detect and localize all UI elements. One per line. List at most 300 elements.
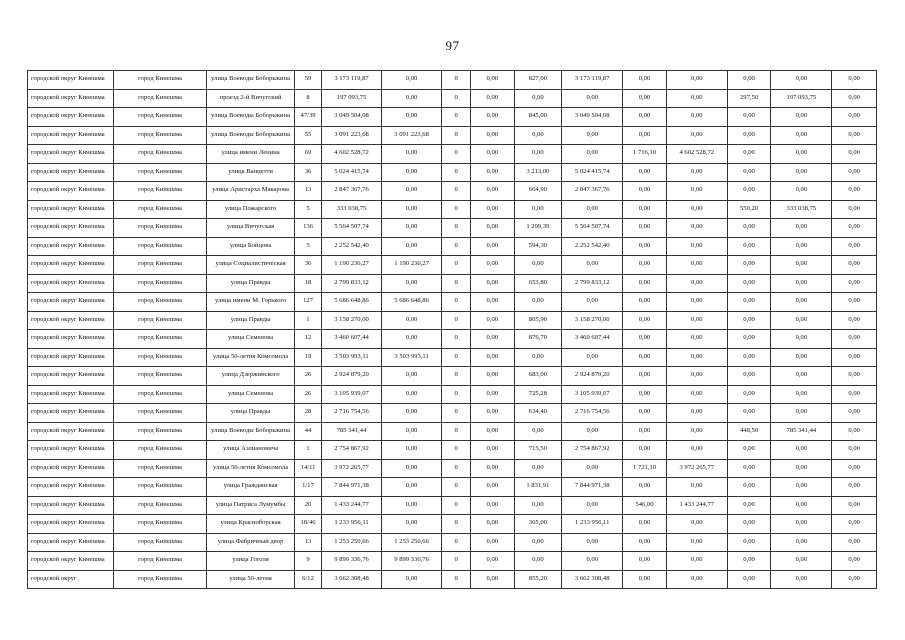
municipality-cell: городской округ Кинешма (28, 108, 114, 127)
area-col-13-cell: 448,50 (727, 422, 770, 441)
street-cell: улица Гражданская (207, 478, 295, 497)
count-col-7-cell: 0 (442, 145, 471, 164)
total-cost-cell: 785 341,44 (322, 422, 382, 441)
area-col-9-cell: 0,00 (514, 533, 562, 552)
municipality-cell: городской округ Кинешма (28, 200, 114, 219)
total-cost-cell: 2 754 867,92 (322, 441, 382, 460)
house-number-cell: 44 (295, 422, 322, 441)
value-col-15-cell: 0,00 (832, 200, 877, 219)
area-col-9-cell: 0,00 (514, 256, 562, 275)
cost-col-6-cell: 0,00 (382, 404, 442, 423)
cost-col-10-cell: 0,00 (562, 126, 623, 145)
count-col-7-cell: 0 (442, 293, 471, 312)
area-col-11-cell: 0,00 (623, 256, 666, 275)
municipality-cell: городской округ Кинешма (28, 404, 114, 423)
house-number-cell: 1 (295, 311, 322, 330)
settlement-cell: город Кинешма (113, 71, 206, 90)
cost-col-12-cell: 0,00 (666, 237, 727, 256)
table-row (28, 422, 877, 441)
table-row (28, 163, 877, 182)
table-row (28, 256, 877, 275)
value-col-15-cell: 0,00 (832, 163, 877, 182)
house-number-cell: 26 (295, 385, 322, 404)
area-col-9-cell: 594,30 (514, 237, 562, 256)
table-row (28, 348, 877, 367)
cost-col-12-cell: 0,00 (666, 274, 727, 293)
settlement-cell: город Кинешма (113, 145, 206, 164)
value-col-8-cell: 0,00 (471, 330, 514, 349)
total-cost-cell: 3 158 270,00 (322, 311, 382, 330)
area-col-11-cell: 0,00 (623, 330, 666, 349)
table-row (28, 478, 877, 497)
value-col-8-cell: 0,00 (471, 552, 514, 571)
street-cell: улица Аэлиановича (207, 441, 295, 460)
table-row (28, 404, 877, 423)
total-cost-cell: 333 038,75 (322, 200, 382, 219)
table-row (28, 237, 877, 256)
cost-col-10-cell: 0,00 (562, 552, 623, 571)
cost-col-6-cell: 0,00 (382, 237, 442, 256)
value-col-8-cell: 0,00 (471, 200, 514, 219)
value-col-8-cell: 0,00 (471, 367, 514, 386)
area-col-11-cell: 0,00 (623, 126, 666, 145)
area-col-13-cell: 297,50 (727, 89, 770, 108)
area-col-13-cell: 0,00 (727, 385, 770, 404)
total-cost-cell: 3 972 265,77 (322, 459, 382, 478)
table-row (28, 533, 877, 552)
cost-col-14-cell: 0,00 (771, 478, 832, 497)
area-col-13-cell: 0,00 (727, 515, 770, 534)
house-number-cell: 8 (295, 89, 322, 108)
area-col-13-cell: 0,00 (727, 293, 770, 312)
area-col-11-cell: 0,00 (623, 108, 666, 127)
value-col-8-cell: 0,00 (471, 293, 514, 312)
cost-col-14-cell: 0,00 (771, 182, 832, 201)
count-col-7-cell: 0 (442, 515, 471, 534)
area-col-13-cell: 550,20 (727, 200, 770, 219)
house-number-cell: 28 (295, 404, 322, 423)
table-row (28, 71, 877, 90)
cost-col-14-cell: 0,00 (771, 219, 832, 238)
street-cell: улица Воеводы Боборыкина (207, 108, 295, 127)
municipality-cell: городской округ Кинешма (28, 441, 114, 460)
cost-col-14-cell: 0,00 (771, 570, 832, 589)
cost-col-6-cell: 3 503 993,11 (382, 348, 442, 367)
area-col-11-cell: 0,00 (623, 274, 666, 293)
total-cost-cell: 2 799 833,12 (322, 274, 382, 293)
table-row (28, 200, 877, 219)
municipality-cell: городской округ Кинешма (28, 385, 114, 404)
house-number-cell: 136 (295, 219, 322, 238)
table-row (28, 293, 877, 312)
cost-col-10-cell: 0,00 (562, 200, 623, 219)
cost-col-12-cell: 0,00 (666, 89, 727, 108)
table-row (28, 219, 877, 238)
cost-col-6-cell: 0,00 (382, 496, 442, 515)
cost-col-12-cell: 0,00 (666, 422, 727, 441)
settlement-cell: город Кинешма (113, 496, 206, 515)
municipality-cell: городской округ Кинешма (28, 367, 114, 386)
municipality-cell: городской округ Кинешма (28, 311, 114, 330)
count-col-7-cell: 0 (442, 552, 471, 571)
area-col-9-cell: 0,00 (514, 200, 562, 219)
cost-col-14-cell: 0,00 (771, 441, 832, 460)
area-col-13-cell: 0,00 (727, 163, 770, 182)
area-col-13-cell: 0,00 (727, 311, 770, 330)
street-cell: улица 50-летия (207, 570, 295, 589)
total-cost-cell: 1 433 244,77 (322, 496, 382, 515)
area-col-13-cell: 0,00 (727, 330, 770, 349)
cost-col-12-cell: 1 433 244,77 (666, 496, 727, 515)
house-number-cell: 13 (295, 533, 322, 552)
area-col-13-cell: 0,00 (727, 496, 770, 515)
area-col-9-cell: 876,70 (514, 330, 562, 349)
table-row (28, 459, 877, 478)
value-col-15-cell: 0,00 (832, 256, 877, 275)
value-col-15-cell: 0,00 (832, 219, 877, 238)
municipality-cell: городской округ Кинешма (28, 219, 114, 238)
street-cell: улица Красноборская (207, 515, 295, 534)
house-number-cell: 13 (295, 182, 322, 201)
street-cell: улица Правды (207, 274, 295, 293)
street-cell: улица имени Ленина (207, 145, 295, 164)
cost-col-10-cell: 3 460 607,44 (562, 330, 623, 349)
area-col-11-cell: 0,00 (623, 367, 666, 386)
area-col-9-cell: 1 831,91 (514, 478, 562, 497)
street-cell: улица 50-летия Комсомола (207, 459, 295, 478)
housing-repair-register-table (27, 70, 877, 589)
area-col-9-cell: 855,20 (514, 570, 562, 589)
value-col-15-cell: 0,00 (832, 404, 877, 423)
area-col-9-cell: 715,50 (514, 441, 562, 460)
cost-col-14-cell: 197 093,75 (771, 89, 832, 108)
value-col-15-cell: 0,00 (832, 274, 877, 293)
cost-col-10-cell: 0,00 (562, 496, 623, 515)
street-cell: улица Вичугская (207, 219, 295, 238)
house-number-cell: 18 (295, 274, 322, 293)
municipality-cell: городской округ Кинешма (28, 496, 114, 515)
area-col-9-cell: 845,00 (514, 108, 562, 127)
count-col-7-cell: 0 (442, 385, 471, 404)
cost-col-6-cell: 0,00 (382, 89, 442, 108)
cost-col-6-cell: 0,00 (382, 515, 442, 534)
count-col-7-cell: 0 (442, 71, 471, 90)
value-col-8-cell: 0,00 (471, 71, 514, 90)
cost-col-6-cell: 0,00 (382, 200, 442, 219)
value-col-8-cell: 0,00 (471, 478, 514, 497)
cost-col-14-cell: 0,00 (771, 126, 832, 145)
total-cost-cell: 4 602 528,72 (322, 145, 382, 164)
cost-col-14-cell: 0,00 (771, 552, 832, 571)
cost-col-14-cell: 0,00 (771, 496, 832, 515)
total-cost-cell: 9 899 336,76 (322, 552, 382, 571)
cost-col-10-cell: 2 754 867,92 (562, 441, 623, 460)
value-col-15-cell: 0,00 (832, 71, 877, 90)
settlement-cell: город Кинешма (113, 256, 206, 275)
total-cost-cell: 5 024 415,74 (322, 163, 382, 182)
value-col-15-cell: 0,00 (832, 478, 877, 497)
cost-col-14-cell: 333 038,75 (771, 200, 832, 219)
cost-col-14-cell: 0,00 (771, 256, 832, 275)
area-col-13-cell: 0,00 (727, 219, 770, 238)
cost-col-12-cell: 0,00 (666, 515, 727, 534)
cost-col-6-cell: 1 190 236,27 (382, 256, 442, 275)
area-col-13-cell: 0,00 (727, 108, 770, 127)
house-number-cell: 59 (295, 71, 322, 90)
cost-col-10-cell: 0,00 (562, 89, 623, 108)
total-cost-cell: 2 847 367,76 (322, 182, 382, 201)
total-cost-cell: 2 252 542,40 (322, 237, 382, 256)
table-row (28, 330, 877, 349)
area-col-9-cell: 0,00 (514, 348, 562, 367)
municipality-cell: городской округ Кинешма (28, 422, 114, 441)
municipality-cell: городской округ (28, 570, 114, 589)
area-col-11-cell: 0,00 (623, 422, 666, 441)
value-col-8-cell: 0,00 (471, 274, 514, 293)
area-col-13-cell: 0,00 (727, 274, 770, 293)
settlement-cell: город Кинешма (113, 182, 206, 201)
cost-col-12-cell: 0,00 (666, 126, 727, 145)
cost-col-6-cell: 9 899 336,76 (382, 552, 442, 571)
value-col-8-cell: 0,00 (471, 89, 514, 108)
cost-col-14-cell: 0,00 (771, 145, 832, 164)
total-cost-cell: 2 924 879,20 (322, 367, 382, 386)
cost-col-10-cell: 0,00 (562, 422, 623, 441)
value-col-8-cell: 0,00 (471, 570, 514, 589)
cost-col-12-cell: 0,00 (666, 219, 727, 238)
area-col-9-cell: 664,90 (514, 182, 562, 201)
cost-col-10-cell: 5 024 415,74 (562, 163, 623, 182)
cost-col-14-cell: 785 341,44 (771, 422, 832, 441)
area-col-9-cell: 3 213,00 (514, 163, 562, 182)
cost-col-14-cell: 0,00 (771, 348, 832, 367)
value-col-8-cell: 0,00 (471, 422, 514, 441)
settlement-cell: город Кинешма (113, 478, 206, 497)
value-col-8-cell: 0,00 (471, 219, 514, 238)
count-col-7-cell: 0 (442, 311, 471, 330)
value-col-15-cell: 0,00 (832, 182, 877, 201)
cost-col-14-cell: 0,00 (771, 385, 832, 404)
area-col-11-cell: 0,00 (623, 348, 666, 367)
area-col-9-cell: 0,00 (514, 126, 562, 145)
area-col-13-cell: 0,00 (727, 348, 770, 367)
count-col-7-cell: 0 (442, 274, 471, 293)
area-col-13-cell: 0,00 (727, 459, 770, 478)
municipality-cell: городской округ Кинешма (28, 163, 114, 182)
value-col-8-cell: 0,00 (471, 496, 514, 515)
cost-col-10-cell: 0,00 (562, 145, 623, 164)
count-col-7-cell: 0 (442, 108, 471, 127)
cost-col-10-cell: 3 158 270,00 (562, 311, 623, 330)
area-col-11-cell: 0,00 (623, 200, 666, 219)
value-col-8-cell: 0,00 (471, 385, 514, 404)
count-col-7-cell: 0 (442, 256, 471, 275)
cost-col-6-cell: 1 253 250,66 (382, 533, 442, 552)
street-cell: улица Социалистическая (207, 256, 295, 275)
cost-col-12-cell: 4 602 528,72 (666, 145, 727, 164)
table-row (28, 89, 877, 108)
settlement-cell: город Кинешма (113, 200, 206, 219)
value-col-8-cell: 0,00 (471, 145, 514, 164)
total-cost-cell: 3 503 993,11 (322, 348, 382, 367)
settlement-cell: город Кинешма (113, 237, 206, 256)
cost-col-14-cell: 0,00 (771, 515, 832, 534)
area-col-13-cell: 0,00 (727, 367, 770, 386)
count-col-7-cell: 0 (442, 533, 471, 552)
total-cost-cell: 7 844 971,38 (322, 478, 382, 497)
table-row (28, 570, 877, 589)
table-row (28, 126, 877, 145)
area-col-11-cell: 0,00 (623, 515, 666, 534)
cost-col-12-cell: 0,00 (666, 163, 727, 182)
street-cell: улица Воеводы Боборыкина (207, 126, 295, 145)
cost-col-12-cell: 0,00 (666, 348, 727, 367)
value-col-8-cell: 0,00 (471, 348, 514, 367)
settlement-cell: город Кинешма (113, 441, 206, 460)
settlement-cell: город Кинешма (113, 293, 206, 312)
value-col-15-cell: 0,00 (832, 145, 877, 164)
area-col-11-cell: 0,00 (623, 89, 666, 108)
street-cell: улица Аристарха Макарова (207, 182, 295, 201)
cost-col-6-cell: 0,00 (382, 274, 442, 293)
settlement-cell: город Кинешма (113, 108, 206, 127)
street-cell: улица Семенова (207, 385, 295, 404)
total-cost-cell: 197 093,75 (322, 89, 382, 108)
cost-col-6-cell: 0,00 (382, 367, 442, 386)
cost-col-14-cell: 0,00 (771, 533, 832, 552)
area-col-9-cell: 683,00 (514, 367, 562, 386)
municipality-cell: городской округ Кинешма (28, 515, 114, 534)
value-col-15-cell: 0,00 (832, 441, 877, 460)
house-number-cell: 127 (295, 293, 322, 312)
municipality-cell: городской округ Кинешма (28, 293, 114, 312)
value-col-8-cell: 0,00 (471, 163, 514, 182)
municipality-cell: городской округ Кинешма (28, 126, 114, 145)
cost-col-12-cell: 0,00 (666, 200, 727, 219)
settlement-cell: город Кинешма (113, 330, 206, 349)
area-col-9-cell: 0,00 (514, 496, 562, 515)
value-col-8-cell: 0,00 (471, 459, 514, 478)
street-cell: улица Ванцетти (207, 163, 295, 182)
total-cost-cell: 3 662 308,48 (322, 570, 382, 589)
cost-col-14-cell: 0,00 (771, 404, 832, 423)
count-col-7-cell: 0 (442, 89, 471, 108)
house-number-cell: 47/39 (295, 108, 322, 127)
area-col-9-cell: 0,00 (514, 459, 562, 478)
municipality-cell: городской округ Кинешма (28, 145, 114, 164)
cost-col-6-cell: 0,00 (382, 459, 442, 478)
cost-col-6-cell: 3 091 223,68 (382, 126, 442, 145)
area-col-9-cell: 0,00 (514, 552, 562, 571)
area-col-9-cell: 0,00 (514, 89, 562, 108)
cost-col-10-cell: 7 844 971,38 (562, 478, 623, 497)
value-col-15-cell: 0,00 (832, 570, 877, 589)
street-cell: улица Дзержинского (207, 367, 295, 386)
settlement-cell: город Кинешма (113, 163, 206, 182)
value-col-15-cell: 0,00 (832, 89, 877, 108)
cost-col-6-cell: 0,00 (382, 219, 442, 238)
house-number-cell: 36 (295, 163, 322, 182)
count-col-7-cell: 0 (442, 348, 471, 367)
value-col-8-cell: 0,00 (471, 182, 514, 201)
municipality-cell: городской округ Кинешма (28, 71, 114, 90)
count-col-7-cell: 0 (442, 367, 471, 386)
cost-col-12-cell: 3 972 265,77 (666, 459, 727, 478)
municipality-cell: городской округ Кинешма (28, 256, 114, 275)
cost-col-14-cell: 0,00 (771, 274, 832, 293)
street-cell: улица Воеводы Боборыкина (207, 71, 295, 90)
house-number-cell: 26 (295, 367, 322, 386)
area-col-11-cell: 0,00 (623, 219, 666, 238)
municipality-cell: городской округ Кинешма (28, 533, 114, 552)
area-col-13-cell: 0,00 (727, 478, 770, 497)
cost-col-12-cell: 0,00 (666, 533, 727, 552)
area-col-11-cell: 0,00 (623, 533, 666, 552)
count-col-7-cell: 0 (442, 200, 471, 219)
table-row (28, 145, 877, 164)
house-number-cell: 19 (295, 348, 322, 367)
municipality-cell: городской округ Кинешма (28, 237, 114, 256)
value-col-15-cell: 0,00 (832, 237, 877, 256)
value-col-15-cell: 0,00 (832, 459, 877, 478)
cost-col-10-cell: 3 049 504,08 (562, 108, 623, 127)
house-number-cell: 14/11 (295, 459, 322, 478)
cost-col-6-cell: 0,00 (382, 385, 442, 404)
cost-col-6-cell: 0,00 (382, 108, 442, 127)
value-col-15-cell: 0,00 (832, 552, 877, 571)
value-col-15-cell: 0,00 (832, 126, 877, 145)
area-col-11-cell: 1 716,10 (623, 145, 666, 164)
value-col-15-cell: 0,00 (832, 108, 877, 127)
count-col-7-cell: 0 (442, 404, 471, 423)
municipality-cell: городской округ Кинешма (28, 552, 114, 571)
cost-col-10-cell: 2 716 754,56 (562, 404, 623, 423)
cost-col-10-cell: 3 105 939,07 (562, 385, 623, 404)
cost-col-12-cell: 0,00 (666, 182, 727, 201)
settlement-cell: город Кинешма (113, 385, 206, 404)
value-col-15-cell: 0,00 (832, 367, 877, 386)
house-number-cell: 5 (295, 237, 322, 256)
table-row (28, 367, 877, 386)
count-col-7-cell: 0 (442, 478, 471, 497)
value-col-8-cell: 0,00 (471, 515, 514, 534)
area-col-9-cell: 365,00 (514, 515, 562, 534)
area-col-11-cell: 0,00 (623, 311, 666, 330)
cost-col-6-cell: 0,00 (382, 570, 442, 589)
area-col-11-cell: 0,00 (623, 478, 666, 497)
table-row (28, 182, 877, 201)
cost-col-10-cell: 1 233 956,11 (562, 515, 623, 534)
house-number-cell: 5 (295, 200, 322, 219)
cost-col-12-cell: 0,00 (666, 570, 727, 589)
area-col-13-cell: 0,00 (727, 256, 770, 275)
cost-col-14-cell: 0,00 (771, 108, 832, 127)
table-row (28, 385, 877, 404)
area-col-11-cell: 0,00 (623, 182, 666, 201)
total-cost-cell: 3 091 223,68 (322, 126, 382, 145)
cost-col-6-cell: 0,00 (382, 441, 442, 460)
house-number-cell: 69 (295, 145, 322, 164)
area-col-11-cell: 1 721,10 (623, 459, 666, 478)
cost-col-10-cell: 2 799 833,12 (562, 274, 623, 293)
street-cell: улица Гоголя (207, 552, 295, 571)
cost-col-12-cell: 0,00 (666, 367, 727, 386)
cost-col-12-cell: 0,00 (666, 478, 727, 497)
area-col-11-cell: 546,00 (623, 496, 666, 515)
settlement-cell: город Кинешма (113, 515, 206, 534)
area-col-13-cell: 0,00 (727, 552, 770, 571)
house-number-cell: 18/46 (295, 515, 322, 534)
